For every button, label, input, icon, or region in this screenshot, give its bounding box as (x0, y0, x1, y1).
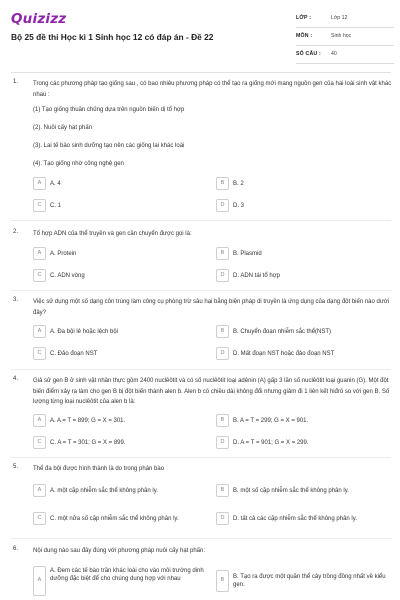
option-letter: B (220, 577, 225, 583)
option-b[interactable] (216, 414, 386, 427)
question-number: 1. (13, 79, 19, 85)
option-text: B. Plasmid (233, 251, 262, 257)
option-a[interactable] (33, 247, 203, 260)
option-text: C. Đảo đoạn NST (50, 351, 98, 357)
option-text: B. Tạo ra được một quần thể cây trồng đồng nhất về kiểu gen. (233, 574, 386, 588)
option-a[interactable] (33, 566, 203, 596)
option-c[interactable] (33, 269, 203, 282)
option-letter: B (220, 327, 225, 334)
question-separator (11, 220, 391, 221)
option-letter: B (220, 179, 225, 186)
option-text: D. A = T = 901; G = X = 299. (233, 440, 309, 446)
option-text: B. A = T = 299; G = X = 901. (233, 418, 309, 424)
option-text: C. một nửa số cặp nhiễm sắc thể không phân ly. (50, 516, 179, 522)
meta-question-count (296, 46, 394, 64)
option-text: A. Protein (50, 251, 77, 257)
option-letter: C (37, 201, 42, 208)
header-divider (11, 72, 391, 73)
option-letter: A (37, 416, 42, 423)
option-text: A. A = T = 899; G = X = 301. (50, 418, 126, 424)
option-text: A. Đa bội lẻ hoặc lệch bội (50, 329, 119, 335)
option-text: B. 2 (233, 181, 244, 187)
option-text: B. Chuyển đoạn nhiễm sắc thể(NST) (233, 329, 332, 335)
option-b[interactable] (216, 570, 386, 592)
question-separator (11, 538, 391, 539)
option-letter: B (220, 486, 225, 493)
statement-4: (4). Tạo giống nhờ công nghệ gen (33, 161, 124, 167)
worksheet-header (0, 0, 400, 72)
quizizz-logo: Quizizz (11, 11, 67, 27)
option-letter: A (37, 486, 42, 493)
meta-subject-value: Sinh học (331, 33, 352, 39)
option-b[interactable] (216, 325, 386, 338)
option-d[interactable] (216, 436, 386, 449)
option-d[interactable] (216, 199, 386, 212)
option-b[interactable] (216, 484, 386, 497)
question-text: Nội dung nào sau đây đúng với phương pháp nuôi cấy hạt phấn: (33, 548, 206, 554)
option-letter: C (37, 349, 42, 356)
option-letter: B (220, 249, 225, 256)
option-letter: C (37, 438, 42, 445)
question-text: Trong các phương pháp tạo giống sau , có bao nhiêu phương pháp có thể tạo ra giống mới mang nguồn gen của hai loài sinh vật khác nhau : (33, 81, 392, 98)
option-a[interactable] (33, 325, 203, 338)
question-number: 4. (13, 376, 19, 382)
worksheet-title: Bộ 25 đề thi Học kì 1 Sinh học 12 có đáp án - Đề 22 (11, 32, 214, 42)
option-letter: C (37, 514, 42, 521)
option-letter: D (220, 349, 225, 356)
option-letter: A (37, 179, 42, 186)
option-d[interactable] (216, 269, 386, 282)
option-d[interactable] (216, 347, 386, 360)
meta-class (296, 10, 394, 28)
meta-class-value: Lớp 12 (331, 15, 348, 21)
meta-subject (296, 28, 394, 46)
option-letter: A (37, 327, 42, 334)
option-letter: D (220, 201, 225, 208)
question-number: 3. (13, 297, 19, 303)
question-text: Giả sử gen B ở sinh vật nhân thực gồm 2400 nuclêôtit và có số nuclêôtit loại adênin (A) gấp 3 lần số nuclêôtit loại guanin (G). Một đột biến điểm xảy ra làm cho gen B bị đột biến thành alen b. Alen b có chiều dài không đổi nhưng giảm đi 1 liên kết hiđrô so với gen B. Số lượng từng loại nuclêôtit của alen b là: (33, 378, 390, 405)
option-letter: D (220, 438, 225, 445)
option-a[interactable] (33, 177, 203, 190)
option-text: C. A = T = 301; G = X = 899. (50, 440, 126, 446)
option-text: D. tất cả các cặp nhiễm sắc thể không phân ly. (233, 516, 357, 522)
option-letter: C (37, 271, 42, 278)
question-text: Tổ hợp ADN của thể truyền và gen cần chuyển được gọi là: (33, 231, 192, 237)
option-c[interactable] (33, 512, 203, 525)
question-text: Việc sử dụng một số dạng côn trùng làm công cụ phòng trừ sâu hại bằng biện pháp di truyền là ứng dụng của dạng đột biến nào dưới đây? (33, 299, 390, 316)
option-c[interactable] (33, 199, 203, 212)
question-number: 5. (13, 464, 19, 470)
option-letter: B (220, 416, 225, 423)
question-separator (11, 369, 391, 370)
meta-question-count-label: SỐ CÂU : (296, 51, 321, 57)
option-text: D. 3 (233, 203, 245, 209)
option-a[interactable] (33, 484, 203, 497)
option-b[interactable] (216, 177, 386, 190)
meta-class-label: LỚP : (296, 15, 312, 21)
option-c[interactable] (33, 347, 203, 360)
option-letter: A (37, 249, 42, 256)
meta-subject-label: MÔN : (296, 33, 313, 39)
option-text: C. ADN vòng (50, 273, 85, 279)
option-text: C. 1 (50, 203, 62, 209)
option-text: A. 4 (50, 181, 61, 187)
option-letter: A (37, 577, 42, 583)
option-text: D. Mất đoạn NST hoặc đảo đoạn NST (233, 351, 335, 357)
question-separator (11, 290, 391, 291)
option-b[interactable] (216, 247, 386, 260)
question-text: Thể đa bội được hình thành là do trong phân bào (33, 466, 165, 472)
option-text: B. một số cặp nhiễm sắc thể không phân ly. (233, 488, 349, 494)
option-a[interactable] (33, 414, 203, 427)
option-text: D. ADN tái tổ hợp (233, 273, 280, 279)
question-number: 2. (13, 229, 19, 235)
option-d[interactable] (216, 512, 386, 525)
option-text: A. Đem các tế bào trần khác loài cho vào môi trường dinh dưỡng đặc biệt để cho chúng dung hợp với nhau (50, 568, 204, 582)
question-number: 6. (13, 546, 19, 552)
statement-1: (1) Tạo giống thuần chủng dựa trên nguồn biến dị tổ hợp (33, 107, 185, 113)
statement-2: (2). Nuôi cấy hạt phấn (33, 125, 93, 131)
option-c[interactable] (33, 436, 203, 449)
question-separator (11, 457, 391, 458)
meta-question-count-value: 40 (331, 51, 337, 57)
statement-3: (3). Lai tế bào sinh dưỡng tạo nên các giống lai khác loài (33, 143, 185, 149)
option-letter: D (220, 271, 225, 278)
option-letter: D (220, 514, 225, 521)
option-text: A. một cặp nhiễm sắc thể không phân ly. (50, 488, 158, 494)
